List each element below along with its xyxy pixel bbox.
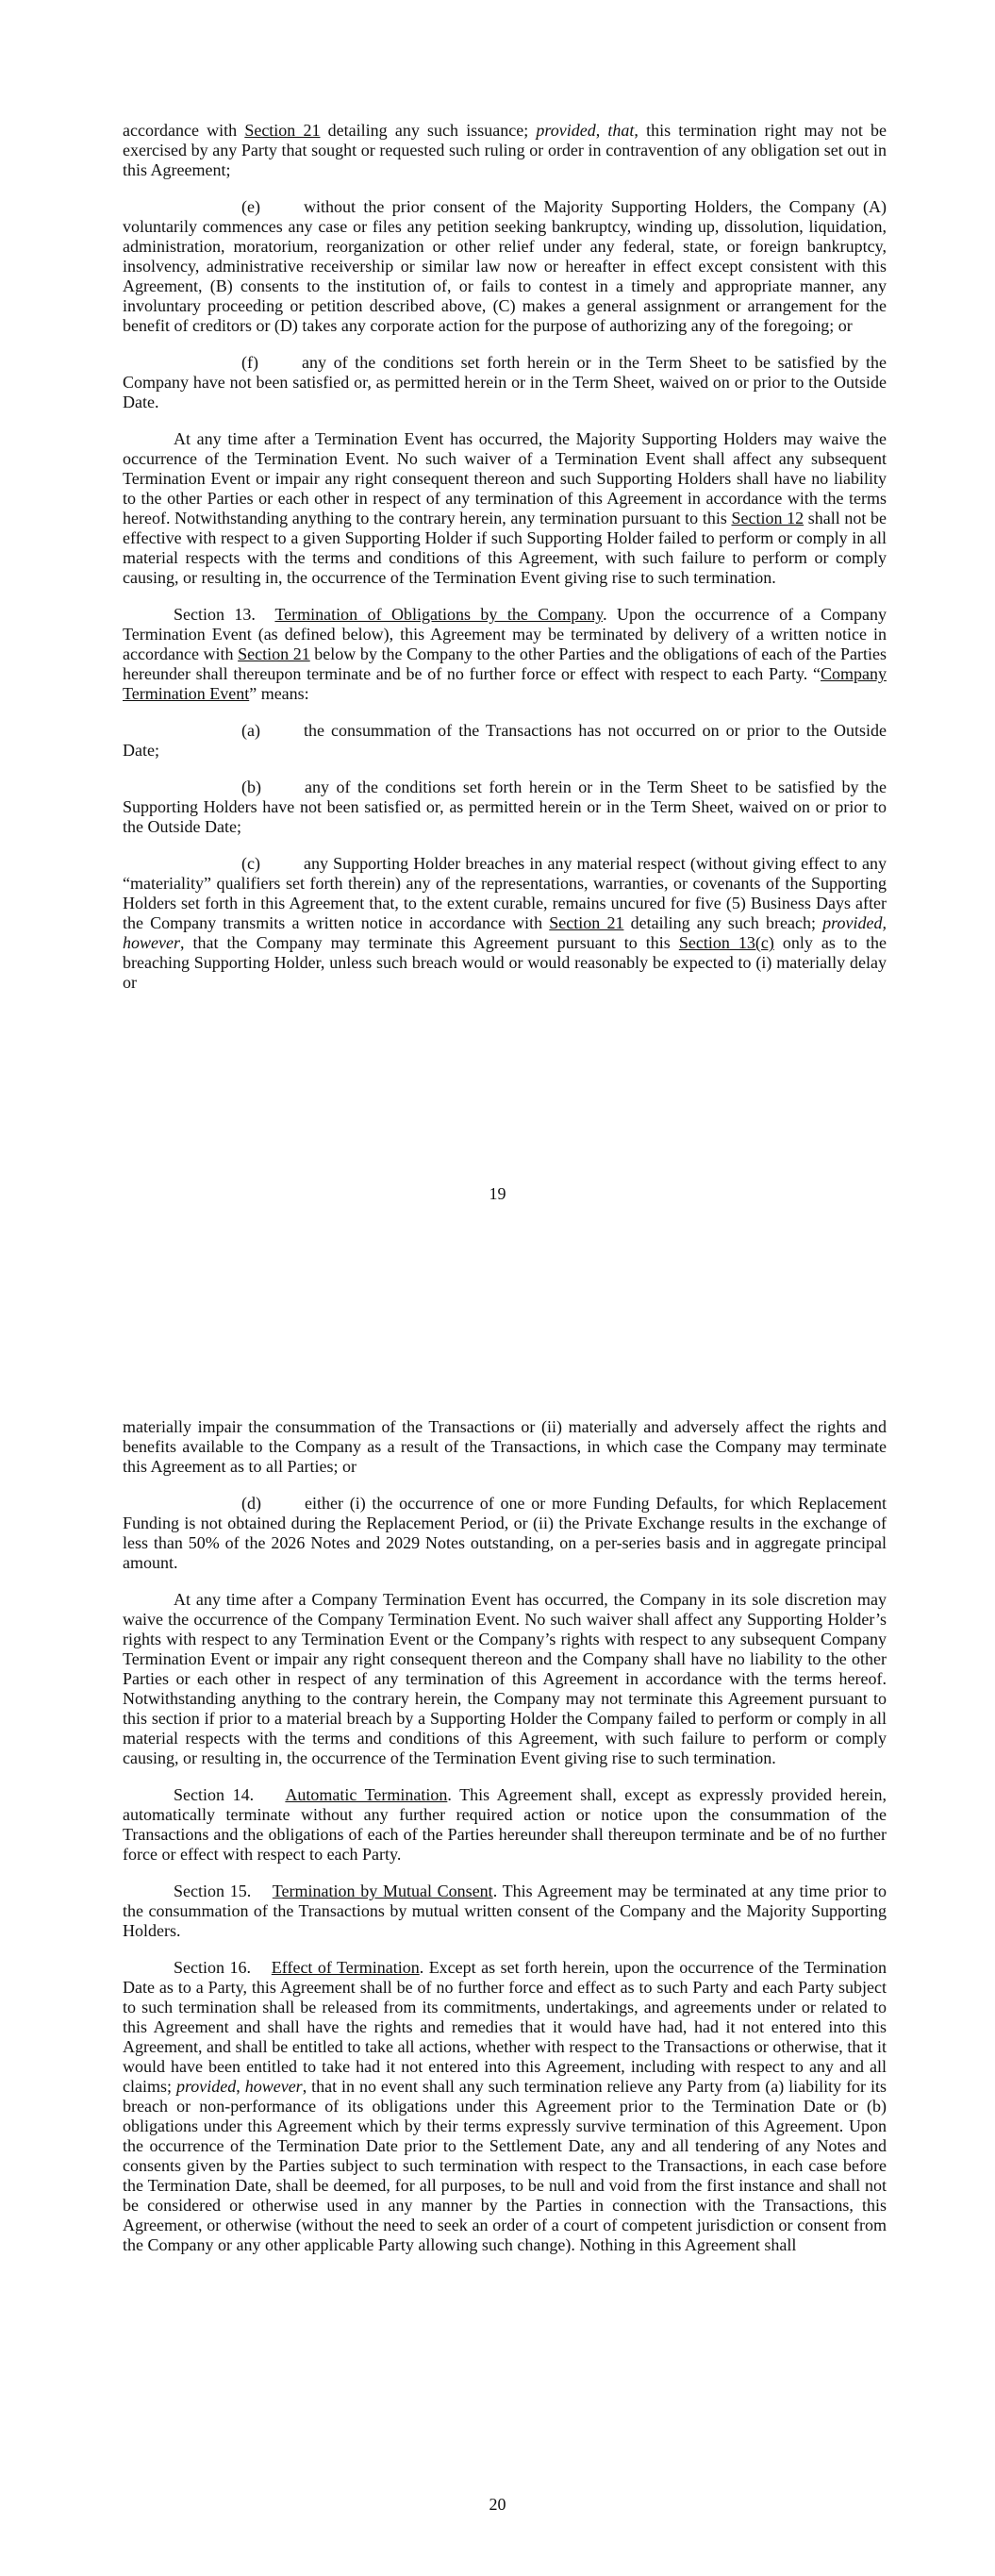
section-heading: Automatic Termination — [285, 1785, 448, 1804]
clause-text: any of the conditions set forth herein or in the Term Sheet to be satisfied by the Company have not been satisfied or, as permitted herein or in the Term Sheet, waived on or prior to the Outside Date. — [123, 353, 887, 411]
clause-13a — [123, 721, 887, 761]
clause-e — [123, 197, 887, 336]
defined-term: Company Termination Event — [123, 664, 887, 703]
section-number: Section 13. — [174, 605, 256, 624]
clause-text: either (i) the occurrence of one or more Funding Defaults, for which Replacement Funding is not obtained during the Replacement Period, or (ii) the Private Exchange results in the exchange of less than 50% of the 2026 Notes and 2029 Notes outstanding, on a per-series basis and in aggregate principal amount. — [123, 1494, 887, 1572]
section-number: Section 14. — [174, 1785, 255, 1804]
clause-label: (e) — [241, 197, 260, 216]
section-13: Section 13. Termination of Obligations by the Company. Upon the occurrence of a Company Termination Event (as defined below), this Agreement may be terminated by delivery of a written notice in accordance with Section 21 below by the Company to the other Parties and the obligations of each of the Parties hereunder shall thereupon terminate and be of no further force or effect with respect to each Party. “Company Termination Event” means: — [123, 605, 887, 703]
section-number: Section 16. — [174, 1958, 251, 1977]
section-reference: Section 21 — [549, 913, 624, 932]
page-number: 20 — [489, 2495, 506, 2514]
section-heading: Termination by Mutual Consent — [272, 1882, 493, 1900]
page-number: 19 — [489, 1184, 506, 1203]
clause-13d — [123, 1494, 887, 1573]
clause-label: (b) — [241, 778, 261, 796]
section-number: Section 15. — [174, 1882, 252, 1900]
section-heading: Termination of Obligations by the Company — [274, 605, 604, 624]
document-page-20 — [123, 1417, 887, 2272]
section-14: Section 14. Automatic Termination. This Agreement shall, except as expressly provided herein, automatically terminate without any further required action or notice upon the consummation of the Transactions and the obligations of each of the Parties hereunder shall thereupon terminate and be of no further force or effect with respect to each Party. — [123, 1785, 887, 1864]
section-16: Section 16. Effect of Termination. Except as set forth herein, upon the occurrence of the Termination Date as to a Party, this Agreement shall be of no further force and effect as to such Party and each Party subject to such termination shall be released from its commitments, undertakings, and agreements under or related to this Agreement and shall have the rights and remedies that it would have had, had it not entered into this Agreement, and shall be entitled to take all actions, whether with respect to the Transactions or otherwise, that it would have been entitled to take had it not entered into this Agreement, including with respect to any and all claims; provided, however, that in no event shall any such termination relieve any Party from (a) liability for its breach or non-performance of its obligations under this Agreement prior to the Termination Date or (b) obligations under this Agreement which by their terms expressly survive termination of this Agreement. Upon the occurrence of the Termination Date prior to the Settlement Date, any and all tendering of any Notes and consents given by the Parties subject to such termination with respect to the Transactions, in each case before the Termination Date, shall be deemed, for all purposes, to be null and void from the first instance and shall not be considered or otherwise used in any manner by the Parties in connection with the Transactions, this Agreement, or otherwise (without the need to seek an order of a court of competent jurisdiction or consent from the Company or any other applicable Party allowing such change). Nothing in this Agreement shall — [123, 1958, 887, 2254]
section-reference: Section 21 — [238, 644, 310, 663]
clause-f — [123, 353, 887, 412]
clause-text: the consummation of the Transactions has not occurred on or prior to the Outside Date; — [123, 721, 887, 760]
clause-13c: (c) any Supporting Holder breaches in any material respect (without giving effect to any “materiality” qualifiers set forth therein) any of the representations, warranties, or covenants of the Supporting Holders set forth in this Agreement that, to the extent curable, remains uncured for five (5) Business Days after the Company transmits a written notice in accordance with Section 21 detailing any such breach; provided, however, that the Company may terminate this Agreement pursuant to this Section 13(c) only as to the breaching Supporting Holder, unless such breach would or would reasonably be expected to (i) materially delay or — [123, 854, 887, 992]
clause-text: without the prior consent of the Majority Supporting Holders, the Company (A) voluntarily commences any case or files any petition seeking bankruptcy, winding up, dissolution, liquidation, administration, moratorium, reorganization or other relief under any federal, state, or foreign bankruptcy, insolvency, administrative receivership or similar law now or hereafter in effect except consistent with this Agreement, (B) consents to the institution of, or fails to contest in a timely and appropriate manner, any involuntary proceeding or petition described above, (C) makes a general assignment or arrangement for the benefit of creditors or (D) takes any corporate action for the purpose of authorizing any of the foregoing; or — [123, 197, 887, 335]
section-reference: Section 12 — [731, 509, 804, 527]
clause-label: (a) — [241, 721, 260, 740]
continuation-paragraph: materially impair the consummation of the Transactions or (ii) materially and adversely affect the rights and benefits available to the Company as a result of the Transactions, in which case the Company may terminate this Agreement as to all Parties; or — [123, 1417, 887, 1476]
company-waiver-paragraph: At any time after a Company Termination Event has occurred, the Company in its sole discretion may waive the occurrence of the Company Termination Event. No such waiver shall affect any Supporting Holder’s rights with respect to any Termination Event or the Company’s rights with respect to any subsequent Company Termination Event or impair any right consequent thereon and the Company shall have no liability to the other Parties or each other in respect of any termination of this Agreement in accordance with the terms hereof. Notwithstanding anything to the contrary herein, the Company may not terminate this Agreement pursuant to this section if prior to a material breach by a Supporting Holder the Company failed to perform or comply in all material respects with the terms and conditions of this Agreement, with such failure to perform or comply causing, or resulting in, the occurrence of the Termination Event giving rise to such termination. — [123, 1590, 887, 1767]
document-page-19 — [123, 121, 887, 1010]
clause-label: (c) — [241, 854, 260, 873]
clause-label: (f) — [241, 353, 258, 372]
section-heading: Effect of Termination — [271, 1958, 420, 1977]
clause-label: (d) — [241, 1494, 261, 1513]
section-reference: Section 13(c) — [678, 933, 774, 952]
continuation-paragraph: accordance with Section 21 detailing any such issuance; provided, that, this termination right may not be exercised by any Party that sought or requested such ruling or order in contravention of any obligation set out in this Agreement; — [123, 121, 887, 179]
waiver-paragraph: At any time after a Termination Event has occurred, the Majority Supporting Holders may waive the occurrence of the Termination Event. No such waiver of a Termination Event shall affect any subsequent Termination Event or impair any right consequent thereon and such Supporting Holders shall have no liability to the other Parties or each other in respect of any termination of this Agreement in accordance with the terms hereof. Notwithstanding anything to the contrary herein, any termination pursuant to this Section 12 shall not be effective with respect to a given Supporting Holder if such Supporting Holder failed to perform or comply in all material respects with the terms and conditions of this Agreement, with such failure to perform or comply causing, or resulting in, the occurrence of the Termination Event giving rise to such termination. — [123, 429, 887, 587]
clause-text: any of the conditions set forth herein or in the Term Sheet to be satisfied by the Supporting Holders have not been satisfied or, as permitted herein or in the Term Sheet, waived on or prior to the Outside Date; — [123, 778, 887, 836]
section-reference: Section 21 — [244, 121, 321, 140]
section-15: Section 15. Termination by Mutual Consent. This Agreement may be terminated at any time prior to the consummation of the Transactions by mutual written consent of the Company and the Majority Supporting Holders. — [123, 1882, 887, 1940]
clause-13b — [123, 778, 887, 837]
